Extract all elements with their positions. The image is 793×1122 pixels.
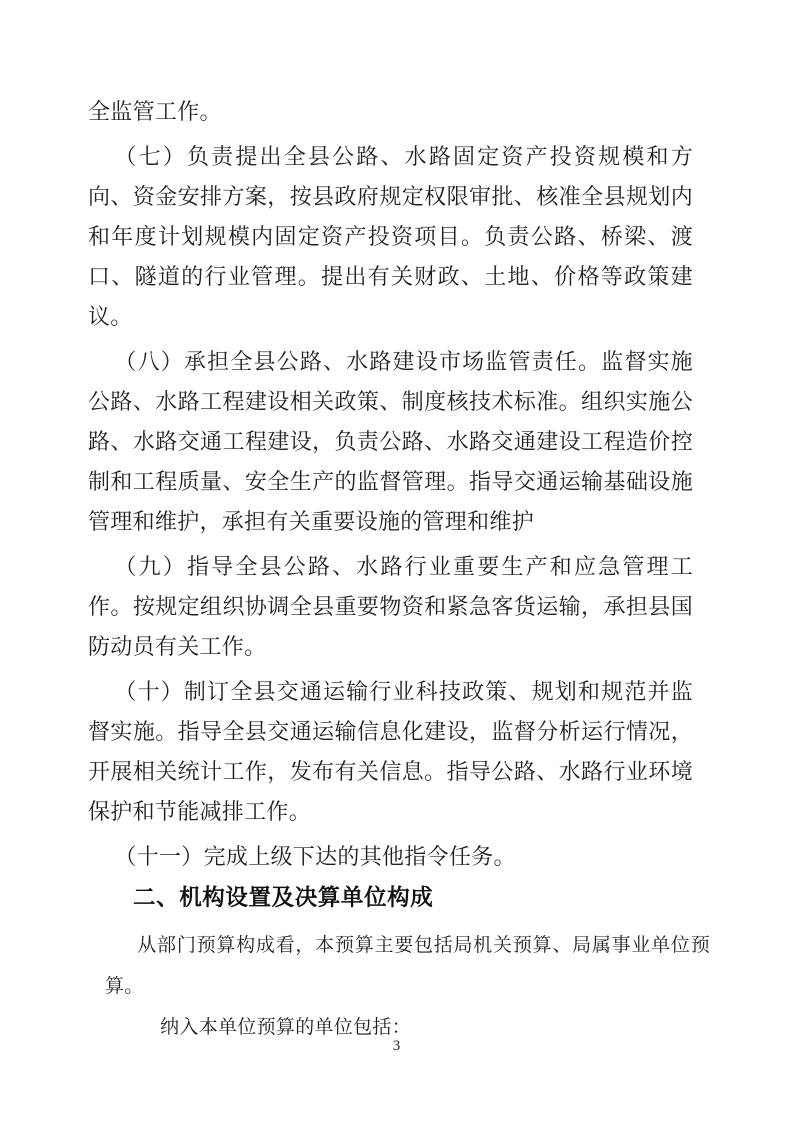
section-heading: 二、机构设置及决算单位构成 (133, 885, 434, 910)
paragraph-item-7: （七）负责提出全县公路、水路固定资产投资规模和方向、资金安排方案，按县政府规定权限审批、核准全县规划内和年度计划规模内固定资产投资项目。负责公路、桥梁、渡口、隧道的行业管理。提出有关财政、土地、价格等政策建议。 (88, 144, 693, 329)
document-content (88, 92, 710, 1048)
paragraph-item-9: （九）指导全县公路、水路行业重要生产和应急管理工作。按规定组织协调全县重要物资和紧急客货运输，承担县国防动员有关工作。 (88, 554, 693, 659)
page-number: 3 (392, 1038, 401, 1054)
budget-composition-block (105, 925, 710, 1048)
paragraph-continuation: 全监管工作。 (88, 99, 222, 124)
paragraph-budget-intro: 从部门预算构成看，本预算主要包括局机关预算、局属事业单位预算。 (105, 935, 710, 997)
paragraph-item-8: （八）承担全县公路、水路建设市场监管责任。监督实施公路、水路工程建设相关政策、制度核技术标准。组织实施公路、水路交通工程建设，负责公路、水路交通建设工程造价控制和工程质量、安全生产的监督管理。指导交通运输基础设施管理和维护，承担有关重要设施的管理和维护 (88, 349, 693, 534)
paragraph-item-11: （十一）完成上级下达的其他指令任务。 (114, 844, 516, 869)
paragraph-item-10: （十）制订全县交通运输行业科技政策、规划和规范并监督实施。指导全县交通运输信息化建设，监督分析运行情况，开展相关统计工作，发布有关信息。指导公路、水路行业环境保护和节能减排工作。 (88, 679, 693, 824)
page-footer (0, 1036, 793, 1056)
paragraph-budget-list-lead: 纳入本单位预算的单位包括： (160, 1017, 411, 1038)
